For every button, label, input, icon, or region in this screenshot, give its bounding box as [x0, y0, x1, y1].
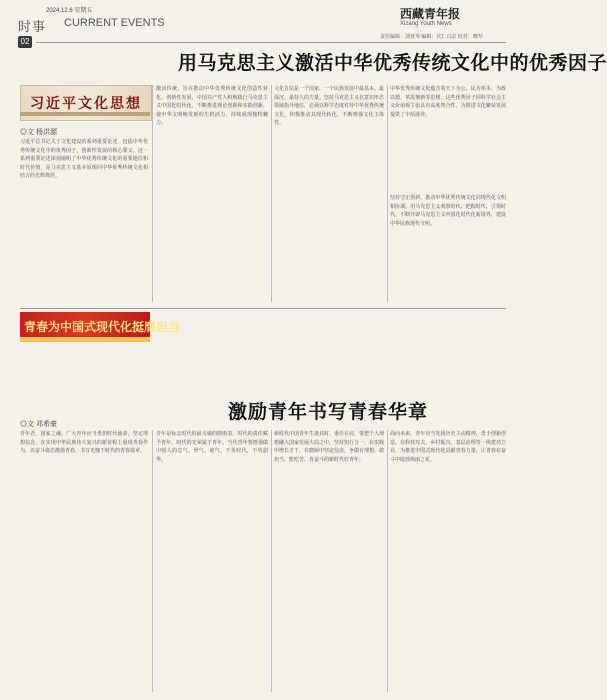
- newspaper-logo: 西藏青年报: [400, 7, 461, 21]
- article2-byline: ◎文 邓希豪: [20, 421, 57, 428]
- column-divider: [387, 85, 388, 302]
- issue-date: 2024.12.6 星期五: [46, 8, 93, 14]
- column-divider: [387, 430, 388, 692]
- article2-banner-text: 青春为中国式现代化挺膺担当: [24, 320, 181, 334]
- article1-column: 坚持守正创新，推动中华优秀传统文化同现代化文明相协调，用马克思主义观察时代、把握时代、引领时代，不断开辟马克思主义中国化时代化新境界，建设中华民族现代文明。: [390, 195, 506, 227]
- article2-banner-band: [20, 337, 150, 342]
- section-title-en: CURRENT EVENTS: [64, 17, 165, 29]
- article1-headline: 用马克思主义激活中华优秀传统文化中的优秀因子: [178, 52, 607, 74]
- newspaper-logo-sub: Xizang Youth News: [400, 21, 452, 27]
- column-divider: [271, 430, 272, 692]
- column-divider: [152, 430, 153, 692]
- column-divider: [152, 85, 153, 302]
- article1-column: 中华优秀传统文化蕴含着天下为公、民为邦本、为政以德、革故鼎新等思想，这些优秀因子同科学社会主义价值观主张具有高度契合性，为推进文化繁荣发展提供了丰厚滋养。: [390, 86, 506, 118]
- article2-column: 面向未来，青年应当发扬历史主动精神，勇于创新创造，在科技攻关、乡村振兴、基层治理等一线建功立业，为推进中国式现代化贡献青春力量，让青春在奋斗中绽放绚丽之花。: [390, 431, 506, 463]
- section-title: 时事: [18, 19, 47, 34]
- article2-column: 新时代中国青年生逢其时、重任在肩，要把个人理想融入国家发展大局之中，坚持知行合一，在实践中增长才干，在磨砺中坚定信念，争做有理想、敢担当、能吃苦、肯奋斗的新时代好青年。: [274, 431, 385, 463]
- article1-byline: ◎文 杨洪源: [20, 129, 57, 136]
- article1-column: 激活传统，旨在推动中华优秀传统文化创造性转化、创新性发展，中国共产党人积极践行马克思主义中国化时代化，不断推进理论创新和实践创新，使中华文明焕发新的生机活力，持续展现独特魅力。: [156, 86, 268, 127]
- column-divider: [271, 85, 272, 302]
- article1-column: 习近平总书记关于文化建设的系列重要论述，包括中华优秀传统文化中的优秀因子、创新性发展的核心要义。这一系列重要论述深刻阐明了中华优秀传统文化的重要地位和时代价值，是马克思主义基本原理同中华优秀传统文化相结合的光辉典范。: [20, 139, 148, 180]
- section-divider: [20, 308, 506, 309]
- staff-credits: 责任编辑：刘亚琴 编辑：次仁白宗 校对：晓琴: [380, 34, 483, 40]
- article2-headline: 激励青年书写青春华章: [228, 401, 429, 423]
- page-number: 02: [18, 36, 32, 48]
- article1-column: 文化自信是一个国家、一个民族发展中最基本、最深沉、最持久的力量。坚持马克思主义在意识形态领域指导地位，必须以科学态度对待中华优秀传统文化，积极推动其现代转化，不断增强文化主体性。: [274, 86, 385, 127]
- article1-banner-text: 习近平文化思想: [30, 96, 142, 112]
- article2-column: 青年是标志时代的最灵敏的晴雨表，时代的责任赋予青年，时代的光荣属于青年。当代青年要增强做中国人的志气、骨气、底气，不负时代，不负韶华。: [156, 431, 268, 463]
- article2-column: 青年者，国家之魂。广大青年应当勇担时代使命，坚定理想信念，在实现中华民族伟大复兴的新征程上展现青春作为，以奋斗姿态激扬青春，书写无愧于时代的青春篇章。: [20, 431, 148, 455]
- header-divider: [36, 42, 506, 43]
